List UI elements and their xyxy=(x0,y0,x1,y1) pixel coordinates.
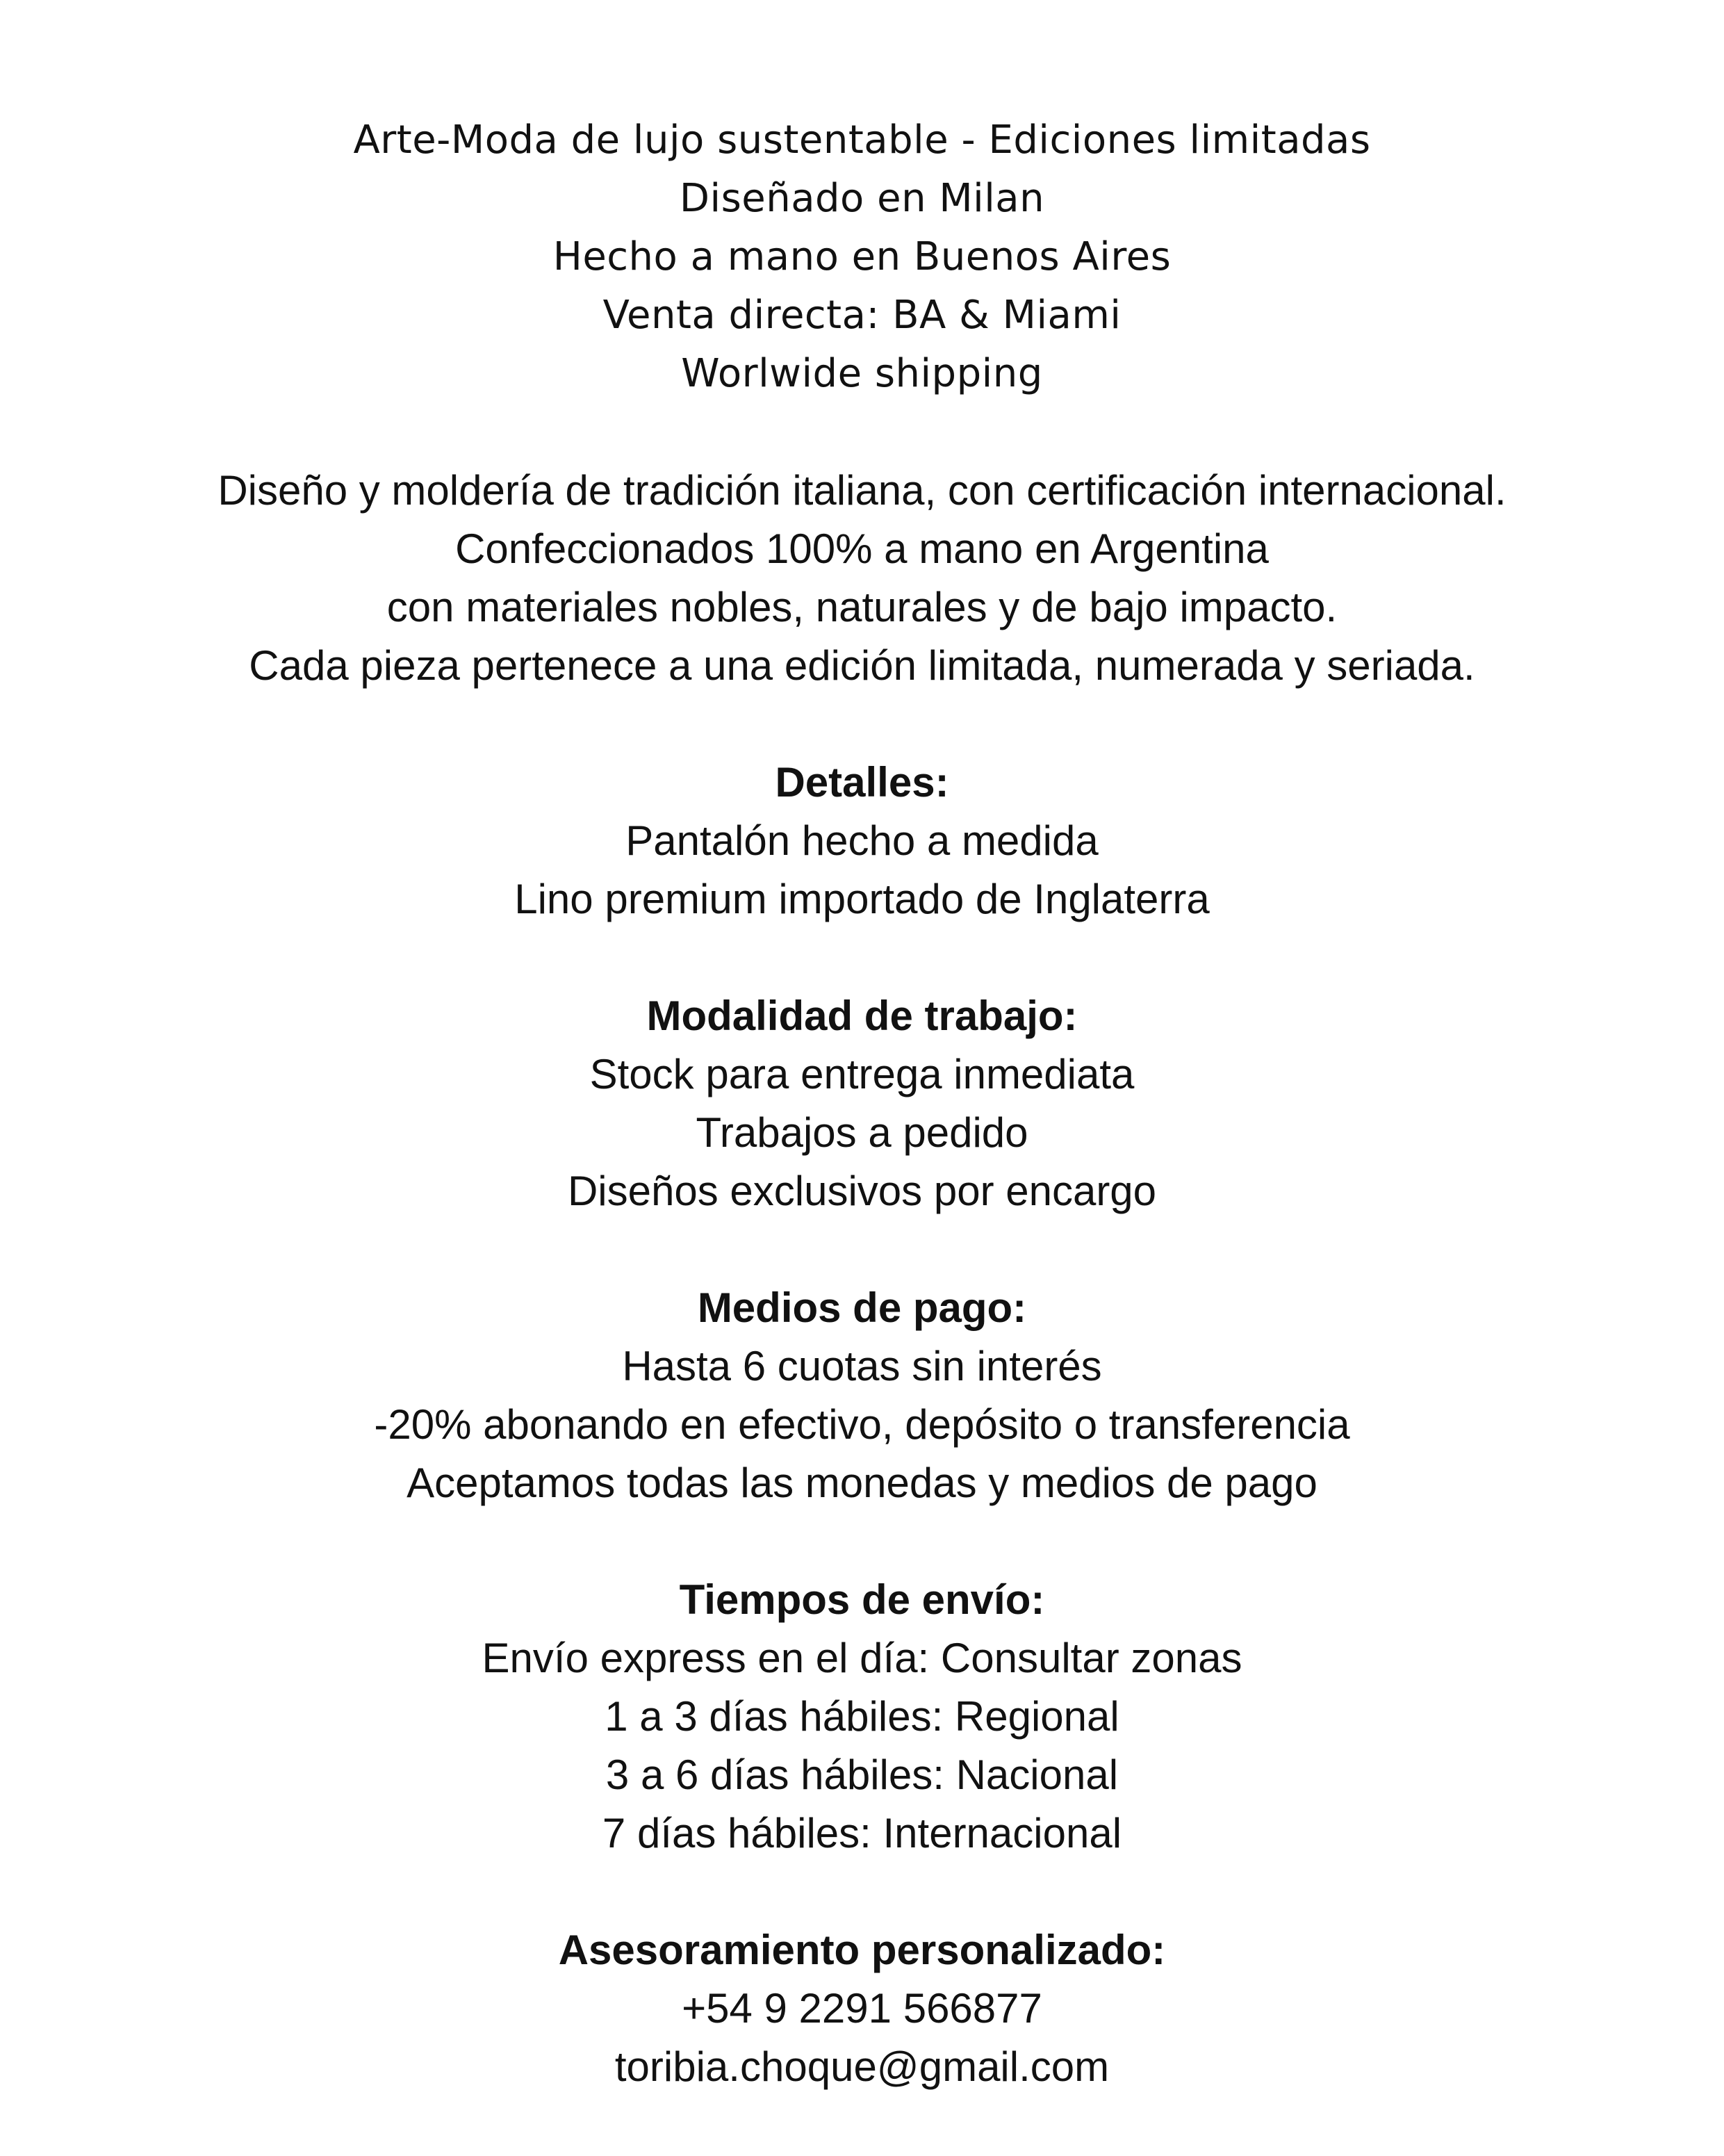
modalidad-item: Stock para entrega inmediata xyxy=(589,1051,1135,1097)
direct-sale: Venta directa: BA & Miami xyxy=(602,293,1122,338)
design-origin: Diseñado en Milan xyxy=(679,176,1045,221)
detalles-item: Pantalón hecho a medida xyxy=(625,817,1099,864)
contact-email: toribia.choque@gmail.com xyxy=(614,2043,1110,2090)
pago-item: Hasta 6 cuotas sin interés xyxy=(622,1343,1102,1389)
intro-line: Cada pieza pertenece a una edición limitada, numerada y seriada. xyxy=(249,642,1475,689)
modalidad-item: Diseños exclusivos por encargo xyxy=(567,1168,1157,1214)
modalidad-item: Trabajos a pedido xyxy=(696,1109,1028,1156)
shipping-note: Worlwide shipping xyxy=(681,351,1043,396)
pago-item: Aceptamos todas las monedas y medios de pago xyxy=(407,1460,1317,1506)
intro-line: Diseño y moldería de tradición italiana, con certificación internacional. xyxy=(217,467,1507,514)
modalidad-title: Modalidad de trabajo: xyxy=(646,993,1078,1039)
asesoramiento-title: Asesoramiento personalizado: xyxy=(558,1927,1166,1973)
detalles-title: Detalles: xyxy=(775,759,949,806)
made-in: Hecho a mano en Buenos Aires xyxy=(552,234,1172,279)
detalles-item: Lino premium importado de Inglaterra xyxy=(514,876,1210,922)
intro-line: con materiales nobles, naturales y de bajo impacto. xyxy=(386,584,1338,630)
envio-item: 7 días hábiles: Internacional xyxy=(602,1810,1122,1856)
pago-title: Medios de pago: xyxy=(697,1284,1027,1331)
pago-item: -20% abonando en efectivo, depósito o transferencia xyxy=(374,1401,1350,1448)
tagline: Arte-Moda de lujo sustentable - Ediciones limitadas xyxy=(353,117,1371,163)
envio-item: Envío express en el día: Consultar zonas xyxy=(482,1635,1242,1681)
envio-item: 3 a 6 días hábiles: Nacional xyxy=(605,1751,1119,1798)
contact-phone: +54 9 2291 566877 xyxy=(682,1985,1042,2032)
intro-line: Confeccionados 100% a mano en Argentina xyxy=(455,525,1269,572)
envio-title: Tiempos de envío: xyxy=(679,1576,1045,1623)
envio-item: 1 a 3 días hábiles: Regional xyxy=(605,1693,1119,1740)
